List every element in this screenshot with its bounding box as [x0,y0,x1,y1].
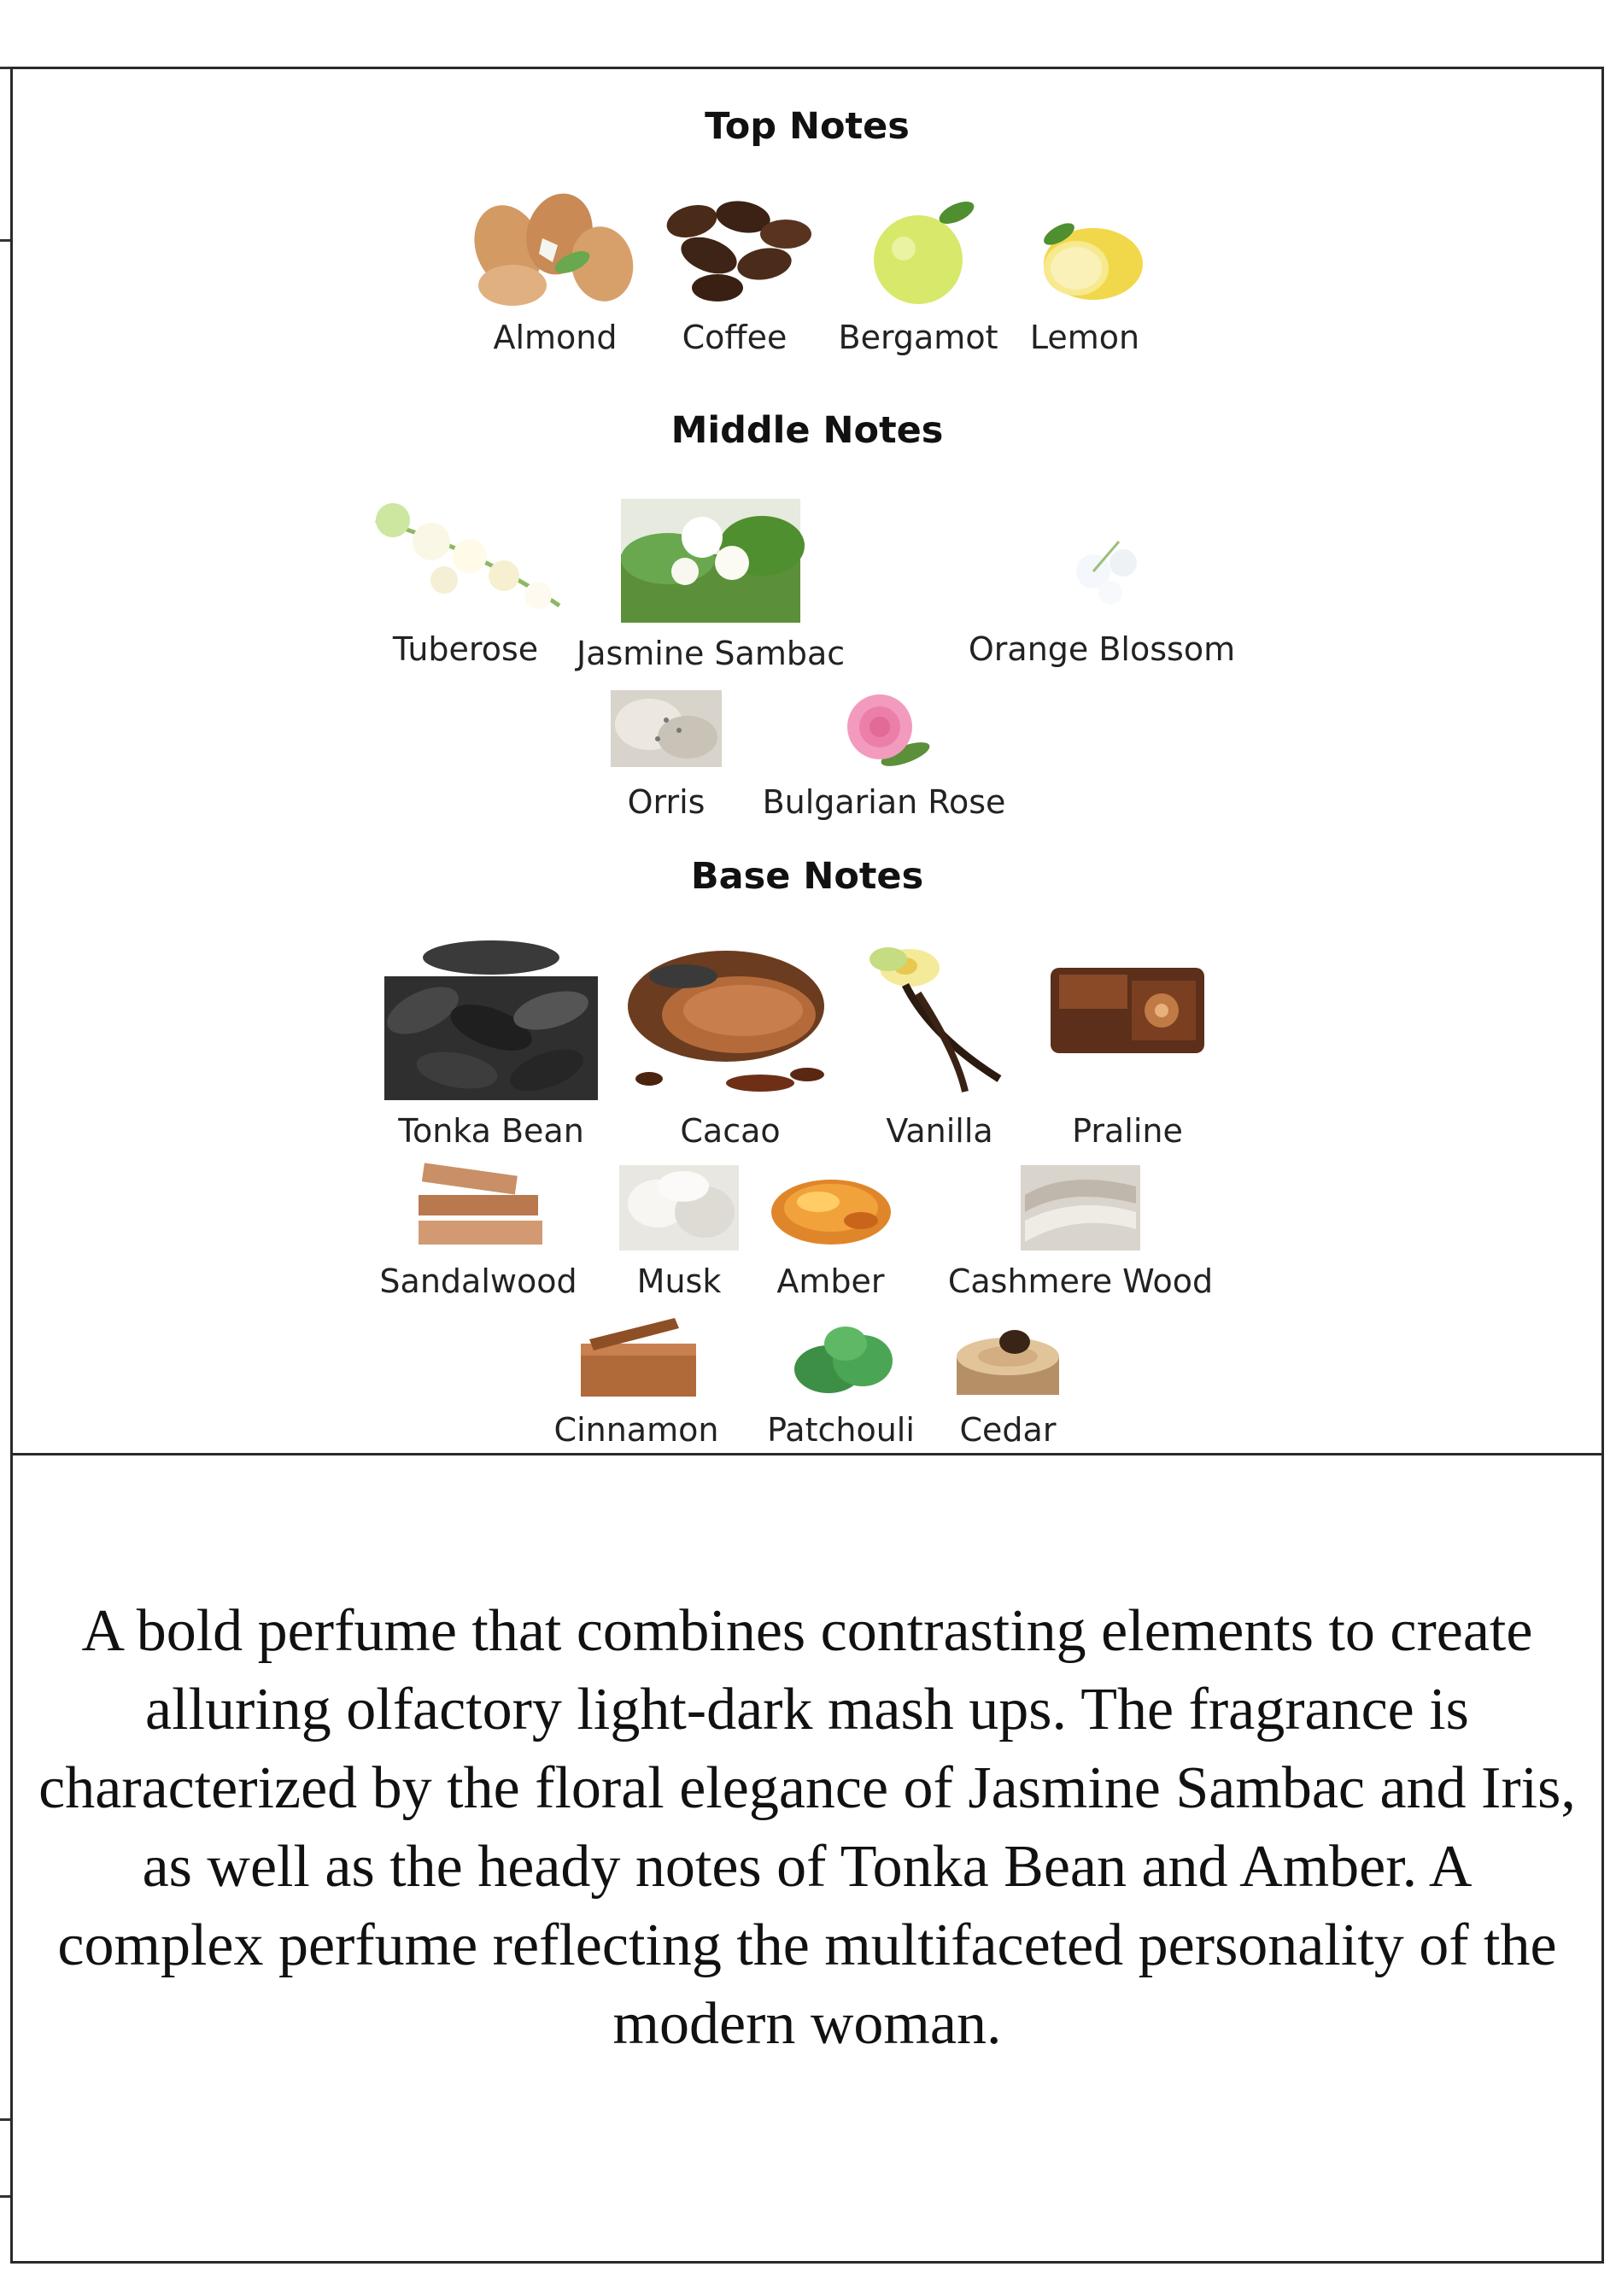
note-label: Praline [1072,1112,1183,1150]
perfume-description: A bold perfume that combines contrasting elements to create alluring olfactory light-dark mash ups. The fragrance is characterized by the floral elegance of Jasmine Sambac and Iris, as well as the heady notes of Tonka Bean and Amber. A complex perfume reflecting the multifaceted personality of the modern woman. [38,1598,1576,2057]
note-bulgarian-rose [739,686,1029,821]
note-label: Cacao [680,1112,781,1150]
note-label: Tuberose [392,630,539,668]
base-notes-title: Base Notes [690,855,924,898]
sandalwood-icon [410,1161,547,1250]
cacao-icon [624,934,837,1100]
cashmere-wood-icon [1016,1161,1145,1250]
orange-blossom-icon [1042,524,1162,618]
note-label: Amber [776,1262,885,1300]
note-tuberose [367,495,564,668]
top-notes-title: Top Notes [705,105,910,148]
note-cedar [944,1309,1072,1449]
note-patchouli [749,1309,933,1449]
note-amber [756,1161,905,1300]
cinnamon-icon [572,1309,700,1399]
tuberose-icon [367,495,564,618]
note-bergamot [837,187,999,356]
note-cacao [624,934,837,1150]
amber-icon [767,1161,895,1250]
note-cinnamon [534,1309,739,1449]
vanilla-icon [854,934,1025,1100]
note-lemon [1012,187,1157,356]
base-notes-row-3 [13,1309,1601,1472]
note-label: Tonka Bean [398,1112,584,1150]
note-almond [461,187,649,356]
base-notes-row-2 [13,1161,1601,1323]
note-label: Lemon [1029,319,1140,356]
description-cell [13,1456,1601,2261]
orris-icon [606,686,726,771]
note-praline [1042,934,1213,1150]
notes-pyramid-cell [13,69,1601,1456]
praline-icon [1042,934,1213,1100]
note-cashmere-wood [918,1161,1243,1300]
note-label: Orange Blossom [968,630,1236,668]
note-label: Musk [636,1262,722,1300]
note-label: Orris [627,783,706,821]
note-label: Cinnamon [553,1411,719,1449]
jasmine-sambac-icon [617,495,805,623]
middle-notes-title: Middle Notes [670,409,944,452]
note-tonka-bean [376,934,606,1150]
almond-icon [461,187,649,307]
note-label: Vanilla [886,1112,993,1150]
bulgarian-rose-icon [828,686,940,771]
note-label: Bergamot [838,319,998,356]
note-coffee [649,187,820,356]
note-vanilla [854,934,1025,1150]
patchouli-icon [777,1309,905,1399]
note-jasmine-sambac [577,495,845,672]
note-label: Cashmere Wood [947,1262,1214,1300]
note-sandalwood [354,1161,602,1300]
cedar-icon [948,1309,1068,1399]
note-label: Jasmine Sambac [577,635,846,672]
note-label: Cedar [959,1411,1057,1449]
middle-notes-row-2 [13,686,1601,848]
lemon-icon [1012,187,1157,307]
note-label: Almond [493,319,618,356]
coffee-icon [649,187,820,307]
middle-notes-row-1 [13,495,1601,672]
note-label: Sandalwood [379,1262,577,1300]
note-orange-blossom [948,495,1256,668]
note-label: Coffee [682,319,788,356]
top-notes-row [13,187,1601,356]
note-musk [615,1161,743,1300]
bergamot-icon [837,187,999,307]
tonka-bean-icon [380,934,602,1100]
fragrance-notes-table [10,67,1604,2264]
musk-icon [615,1161,743,1250]
note-orris [602,686,730,821]
note-label: Bulgarian Rose [762,783,1006,821]
note-label: Patchouli [767,1411,915,1449]
base-notes-row-1 [13,934,1601,1150]
